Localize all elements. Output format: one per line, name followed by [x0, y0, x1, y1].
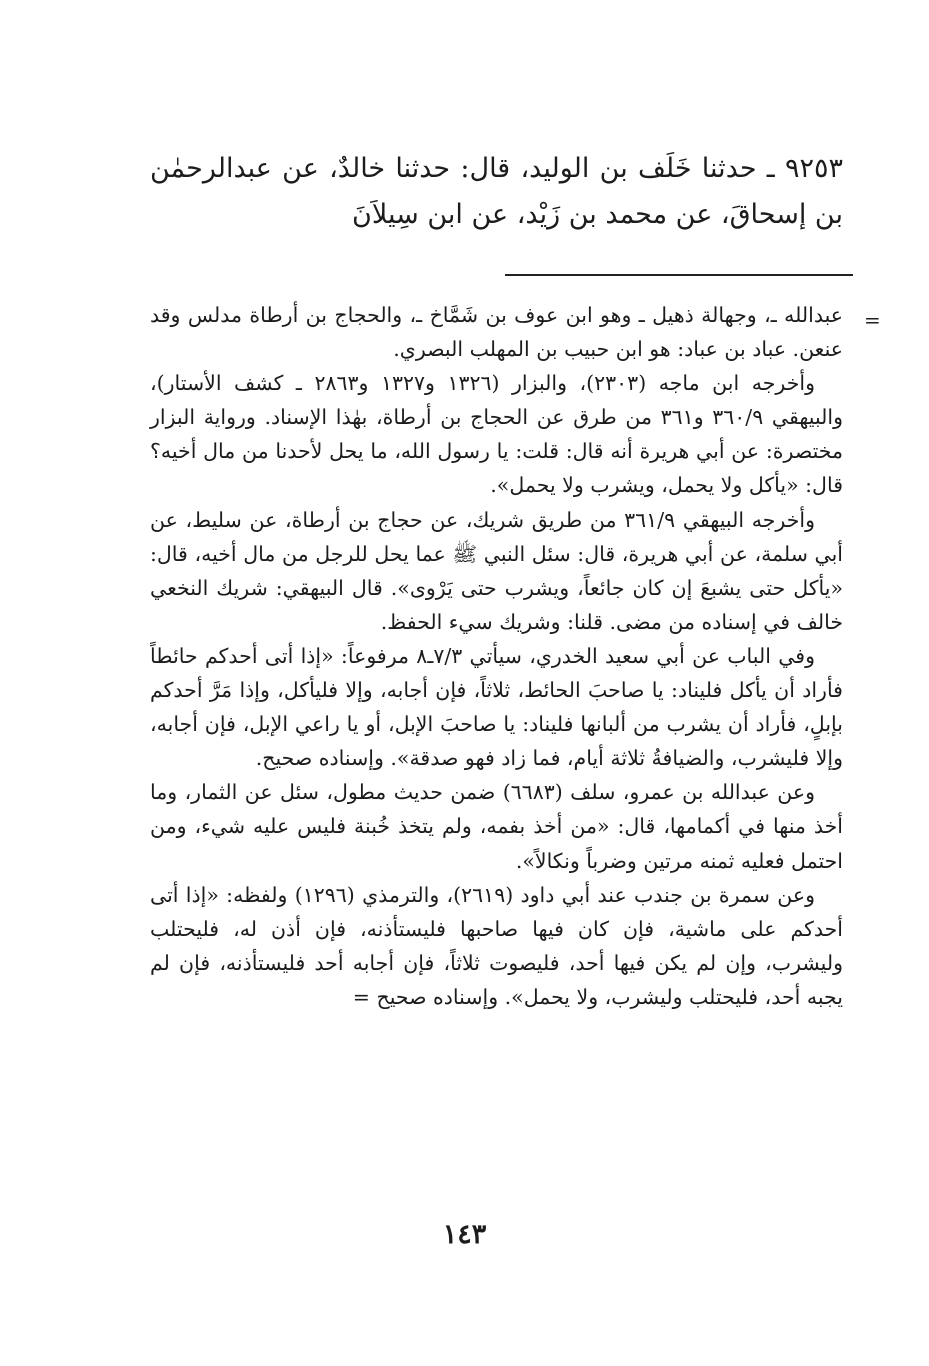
footnote-paragraph: وفي الباب عن أبي سعيد الخدري، سيأتي ٧/٣ـ٨ مرفوعاً: «إذا أتى أحدكم حائطاً فأراد أن يأكل فليناد: يا صاحبَ الحائط، ثلاثاً، فإن أجابه، وإلا فليأكل، وإذا مَرَّ أحدكم بإبلٍ، فأراد أن يشرب من ألبانها فليناد: يا صاحبَ الإبل، أو يا راعي الإبل، فإن أجابه، وإلا فليشرب، والضيافةُ ثلاثة أيام، فما زاد فهو صدقة». وإسناده صحيح. — [150, 643, 843, 771]
footnote-separator-rule — [505, 274, 853, 276]
footnote-paragraph: وعن سمرة بن جندب عند أبي داود (٢٦١٩)، والترمذي (١٢٩٦) ولفظه: «إذا أتى أحدكم على ماشية، فإن كان فيها صاحبها فليستأذنه، فإن أذن له، فليحتلب وليشرب، وإن لم يكن فيها أحد، فليصوت ثلاثاً، فإن أجابه أحد فليستأذنه، فإن لم يجبه أحد، فليحتلب وليشرب، ولا يحمل». وإسناده صحيح = — [150, 882, 844, 1009]
footnote-paragraph: وعن عبدالله بن عمرو، سلف (٦٦٨٣) ضمن حديث مطول، سئل عن الثمار، وما أخذ منها في أكمامها، قال: «من أخذ بفمه، ولم يتخذ خُبنة فليس عليه شيء، ومن احتمل فعليه ثمنه مرتين وضرباً ونكالاً». — [150, 780, 843, 873]
footnote-paragraph: عبدالله ـ، وجهالة ذهيل ـ وهو ابن عوف بن شَمَّاخ ـ، والحجاج بن أرطاة مدلس وقد عنعن. عباد بن عباد: هو ابن حبيب بن المهلب البصري. — [150, 303, 843, 362]
page-number: ١٤٣ — [442, 1219, 487, 1250]
footnote-paragraph: وأخرجه ابن ماجه (٢٣٠٣)، والبزار (١٣٢٦ و١٣٢٧ و٢٨٦٣ ـ كشف الأستار)، والبيهقي ٣٦٠/٩ و٣٦١ من طرق عن الحجاج بن أرطاة، بهٰذا الإسناد. ورواية البزار مختصرة: عن أبي هريرة أنه قال: قلت: يا رسول الله، ما يحل لأحدنا من مال أخيه؟ قال: «يأكل ولا يحمل، ويشرب ولا يحمل». — [150, 371, 843, 498]
continuation-mark: = — [864, 308, 881, 332]
footnote-paragraph: وأخرجه البيهقي ٣٦١/٩ من طريق شريك، عن حجاج بن أرطاة، عن سليط، عن أبي سلمة، عن أبي هريرة، قال: سئل النبي ﷺ عما يحل للرجل من مال أخيه، قال: «يأكل حتى يشبعَ إن كان جائعاً، ويشرب حتى يَرْوى». قال البيهقي: شريك النخعي خالف في إسناده من مضى. قلنا: وشريك سيء الحفظ. — [150, 507, 843, 634]
footnotes-block — [150, 298, 843, 1014]
hadith-text: ٩٢٥٣ ـ حدثنا خَلَف بن الوليد، قال: حدثنا خالدٌ، عن عبدالرحمٰن بن إسحاقَ، عن محمد بن زَيْد، عن ابن سِيلاَنَ — [150, 153, 843, 230]
